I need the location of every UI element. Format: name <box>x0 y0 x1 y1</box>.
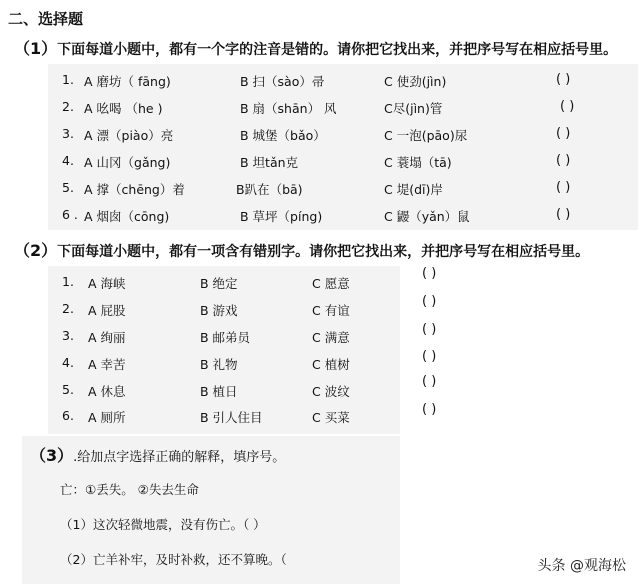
q2-option-a: A 海峡 <box>88 276 126 291</box>
q1-option-a: A 烟囱（cōng) <box>84 209 170 224</box>
q3-heading <box>30 443 285 466</box>
q1-option-b: B 扫（sào）帚 <box>240 74 325 89</box>
q1-option-b: B 坦tǎn克 <box>240 155 299 170</box>
q1-answer-blank[interactable]: ( ) <box>560 99 575 114</box>
q1-option-c: C 蓑塌（tā) <box>384 155 452 170</box>
q1-option-c: C 堤(dī)岸 <box>384 182 443 197</box>
q2-instruction: 下面每道小题中，都有一项含有错别字。请你把它找出来，并把序号写在相应括号里。 <box>57 244 590 260</box>
q1-instruction: 下面每道小题中，都有一个字的注音是错的。请你把它找出来，并把序号写在相应括号里。 <box>57 42 618 58</box>
q3-definition: 亡：①丢失。 ②失去生命 <box>60 482 199 497</box>
q2-row-number: 5. <box>62 382 74 397</box>
q3-instruction: .给加点字选择正确的解释，填序号。 <box>73 450 286 465</box>
q2-heading <box>14 238 589 261</box>
q2-option-c: C 波纹 <box>312 384 350 399</box>
q2-option-c: C 植树 <box>312 357 350 372</box>
q2-answer-blank[interactable]: ( ) <box>422 322 437 337</box>
q1-row-number: 4. <box>62 153 74 168</box>
q1-answer-blank[interactable]: ( ) <box>556 180 571 195</box>
q1-option-a: A 磨坊（ fāng) <box>84 74 171 89</box>
q2-option-a: A 绚丽 <box>88 330 126 345</box>
q2-row-number: 6. <box>62 408 74 423</box>
q2-row-number: 3. <box>62 328 74 343</box>
q1-answer-blank[interactable]: ( ) <box>556 153 571 168</box>
q2-option-a: A 屁股 <box>88 303 126 318</box>
q2-number: （2） <box>14 241 58 260</box>
q1-row-number: 5. <box>62 180 74 195</box>
q1-option-c: C 使劲(jìn) <box>384 74 447 89</box>
q2-option-c: C 愿意 <box>312 276 350 291</box>
q2-option-c: C 满意 <box>312 330 350 345</box>
q2-option-a: A 休息 <box>88 384 126 399</box>
q2-option-b: B 引人住目 <box>200 410 263 425</box>
q3-item: （1）这次轻微地震，没有伤亡。（ ） <box>60 517 266 532</box>
q2-option-a: A 厕所 <box>88 410 126 425</box>
q2-row-number: 2. <box>62 301 74 316</box>
q2-row-number: 1. <box>62 274 74 289</box>
q1-option-b: B 扇（shān） 风 <box>240 101 337 116</box>
q1-option-a: A 撑（chēng）着 <box>84 182 185 197</box>
q1-answer-blank[interactable]: ( ) <box>556 126 571 141</box>
q2-answer-blank[interactable]: ( ) <box>422 402 437 417</box>
q1-row-number: 1. <box>62 72 74 87</box>
q2-option-b: B 绝定 <box>200 276 238 291</box>
q1-option-c: C尽(jìn)管 <box>384 101 443 116</box>
section-title: 二、选择题 <box>8 10 84 28</box>
q2-answer-blank[interactable]: ( ) <box>422 294 437 309</box>
q2-answer-blank[interactable]: ( ) <box>422 266 437 281</box>
q1-option-c: C 一泡(pāo)尿 <box>384 128 468 143</box>
q1-row-number: 3. <box>62 126 74 141</box>
q1-answer-blank[interactable]: ( ) <box>556 207 571 222</box>
q1-answer-blank[interactable]: ( ) <box>556 72 571 87</box>
watermark: 头条 @观海松 <box>534 554 630 576</box>
q1-option-a: A 漂（piào）亮 <box>84 128 174 143</box>
q1-option-a: A 山冈（gǎng) <box>84 155 171 170</box>
q2-option-c: C 有谊 <box>312 303 350 318</box>
q2-option-b: B 邮弟员 <box>200 330 251 345</box>
q2-answer-blank[interactable]: ( ) <box>422 374 437 389</box>
q1-option-b: B 草坪（píng) <box>240 209 323 224</box>
q1-number: （1） <box>14 39 58 58</box>
q1-row-number: 2. <box>62 99 74 114</box>
q2-option-a: A 幸苦 <box>88 357 126 372</box>
q1-option-a: A 吆喝 （he ) <box>84 101 163 116</box>
q2-row-number: 4. <box>62 355 74 370</box>
q2-answer-blank[interactable]: ( ) <box>422 349 437 364</box>
q1-option-b: B趴在（bā) <box>236 182 303 197</box>
q1-option-b: B 城堡（bǎo） <box>240 128 326 143</box>
q2-option-b: B 游戏 <box>200 303 238 318</box>
q1-row-number: 6 . <box>62 207 78 222</box>
q1-option-c: C 鼹（yǎn）鼠 <box>384 209 470 224</box>
q3-number: （3） <box>30 446 74 465</box>
q2-option-c: C 买菜 <box>312 410 350 425</box>
q1-heading <box>14 36 617 59</box>
q2-option-b: B 植日 <box>200 384 238 399</box>
q2-option-b: B 礼物 <box>200 357 238 372</box>
q3-item: （2）亡羊补牢，及时补救，还不算晚。（ <box>60 552 287 567</box>
